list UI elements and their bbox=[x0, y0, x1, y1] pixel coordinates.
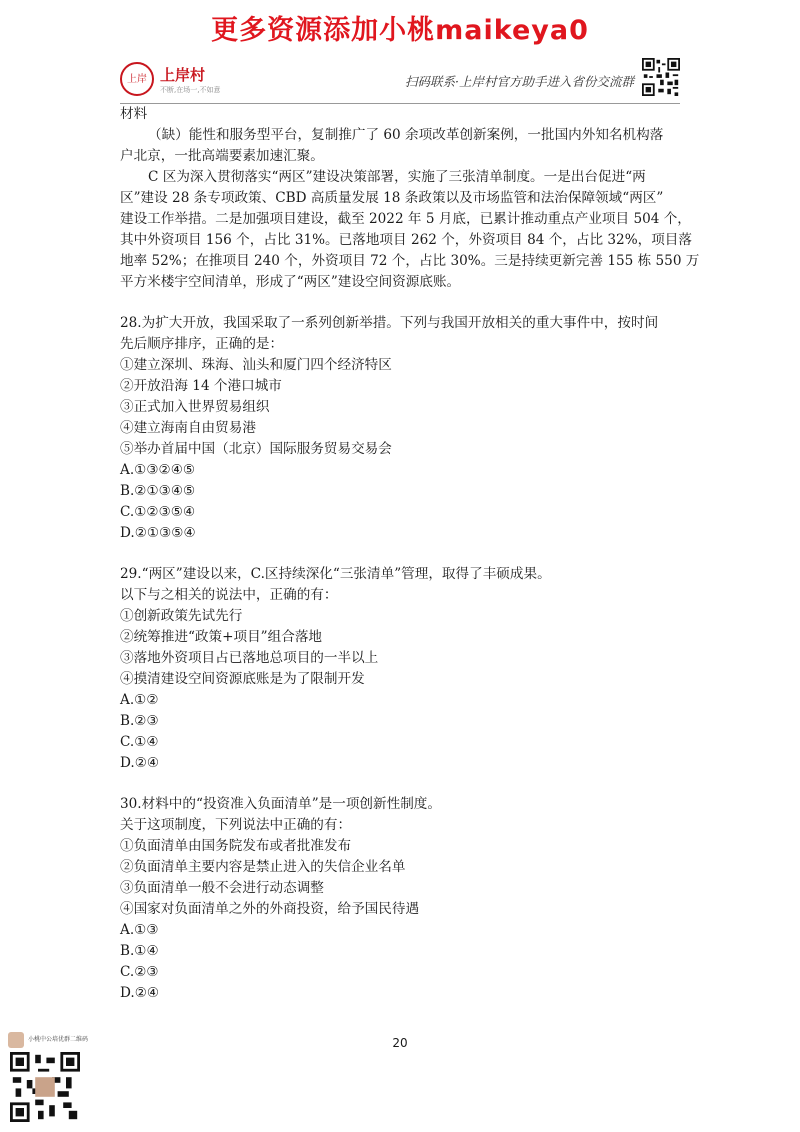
answer-option-d: D.②④ bbox=[120, 985, 160, 1001]
passage-line: 地率 52%；在推项目 240 个，外资项目 72 个，占比 30%。三是持续更新完善 155 栋 550 万 bbox=[120, 253, 700, 269]
passage-line: C 区为深入贯彻落实“两区”建设决策部署，实施了三张清单制度。一是出台促进“两 bbox=[148, 169, 646, 185]
statement-item: ③落地外资项目占已落地总项目的一半以上 bbox=[120, 650, 379, 666]
avatar bbox=[8, 1032, 24, 1048]
statement-item: ②负面清单主要内容是禁止进入的失信企业名单 bbox=[120, 859, 406, 875]
page-header bbox=[120, 58, 680, 102]
brand-logo bbox=[120, 62, 220, 96]
page-number: 20 bbox=[392, 1036, 408, 1050]
logo-seal-icon: 上岸 bbox=[120, 62, 154, 96]
passage-line: 户北京，一批高端要素加速汇聚。 bbox=[120, 148, 324, 164]
question-stem: 30.材料中的“投资准入负面清单”是一项创新性制度。 bbox=[120, 796, 441, 812]
statement-item: ③正式加入世界贸易组织 bbox=[120, 399, 270, 415]
logo-name: 上岸村 bbox=[160, 65, 206, 84]
answer-option-c: C.①④ bbox=[120, 734, 159, 750]
answer-option-a: A.①③②④⑤ bbox=[120, 462, 196, 478]
question-29 bbox=[120, 564, 680, 774]
question-28 bbox=[120, 313, 680, 544]
passage-line: （缺）能性和服务型平台，复制推广了 60 余项改革创新案例，一批国内外知名机构落 bbox=[148, 127, 664, 143]
statement-item: ⑤举办首届中国（北京）国际服务贸易交易会 bbox=[120, 441, 392, 457]
answer-option-d: D.②①③⑤④ bbox=[120, 525, 196, 541]
passage-line: 平方米楼宇空间清单，形成了“两区”建设空间资源底账。 bbox=[120, 274, 461, 290]
statement-item: ④摸清建设空间资源底账是为了限制开发 bbox=[120, 671, 365, 687]
answer-option-d: D.②④ bbox=[120, 755, 160, 771]
passage-line: 区”建设 28 条专项政策、CBD 高质量发展 18 条政策以及市场监管和法治保障领域“两区” bbox=[120, 190, 664, 206]
answer-option-b: B.①④ bbox=[120, 943, 159, 959]
question-stem: 以下与之相关的说法中，正确的有： bbox=[120, 587, 338, 603]
qr-code-icon bbox=[10, 1052, 80, 1122]
logo-subtitle: 不断,在场一,不如意 bbox=[160, 85, 221, 94]
answer-option-c: C.②③ bbox=[120, 964, 159, 980]
corner-caption: 小桃中公培优群二维码 bbox=[28, 1036, 89, 1043]
statement-item: ②统筹推进“政策+项目”组合落地 bbox=[120, 629, 323, 645]
statement-item: ④国家对负面清单之外的外商投资，给予国民待遇 bbox=[120, 901, 420, 917]
passage-label: 材料 bbox=[120, 106, 148, 122]
promo-banner: 更多资源添加小桃maikeya0 bbox=[211, 15, 589, 46]
answer-option-c: C.①②③⑤④ bbox=[120, 504, 196, 520]
question-stem: 28.为扩大开放，我国采取了一系列创新举措。下列与我国开放相关的重大事件中，按时间 bbox=[120, 315, 659, 331]
passage-line: 建设工作举措。二是加强项目建设，截至 2022 年 5 月底，已累计推动重点产业项目 504 个， bbox=[120, 211, 691, 227]
page-content bbox=[120, 104, 700, 1004]
answer-option-a: A.①③ bbox=[120, 922, 159, 938]
statement-item: ③负面清单一般不会进行动态调整 bbox=[120, 880, 324, 896]
question-30 bbox=[120, 794, 680, 1004]
qr-code-icon bbox=[642, 58, 680, 96]
statement-item: ①建立深圳、珠海、汕头和厦门四个经济特区 bbox=[120, 357, 392, 373]
answer-option-b: B.②③ bbox=[120, 713, 159, 729]
answer-option-b: B.②①③④⑤ bbox=[120, 483, 196, 499]
header-slogan: 扫码联系·上岸村官方助手进入省份交流群 bbox=[405, 74, 634, 89]
question-stem: 关于这项制度，下列说法中正确的有： bbox=[120, 817, 352, 833]
answer-option-a: A.①② bbox=[120, 692, 159, 708]
statement-item: ①创新政策先试先行 bbox=[120, 608, 243, 624]
statement-item: ④建立海南自由贸易港 bbox=[120, 420, 256, 436]
corner-qr-block bbox=[8, 1032, 108, 1128]
statement-item: ①负面清单由国务院发布或者批准发布 bbox=[120, 838, 352, 854]
question-stem: 29.“两区”建设以来，C.区持续深化“三张清单”管理，取得了丰硕成果。 bbox=[120, 566, 551, 582]
passage-line: 其中外资项目 156 个，占比 31%。已落地项目 262 个，外资项目 84 个，占比 32%，项目落 bbox=[120, 232, 692, 248]
statement-item: ②开放沿海 14 个港口城市 bbox=[120, 378, 282, 394]
question-stem: 先后顺序排序，正确的是： bbox=[120, 336, 284, 352]
